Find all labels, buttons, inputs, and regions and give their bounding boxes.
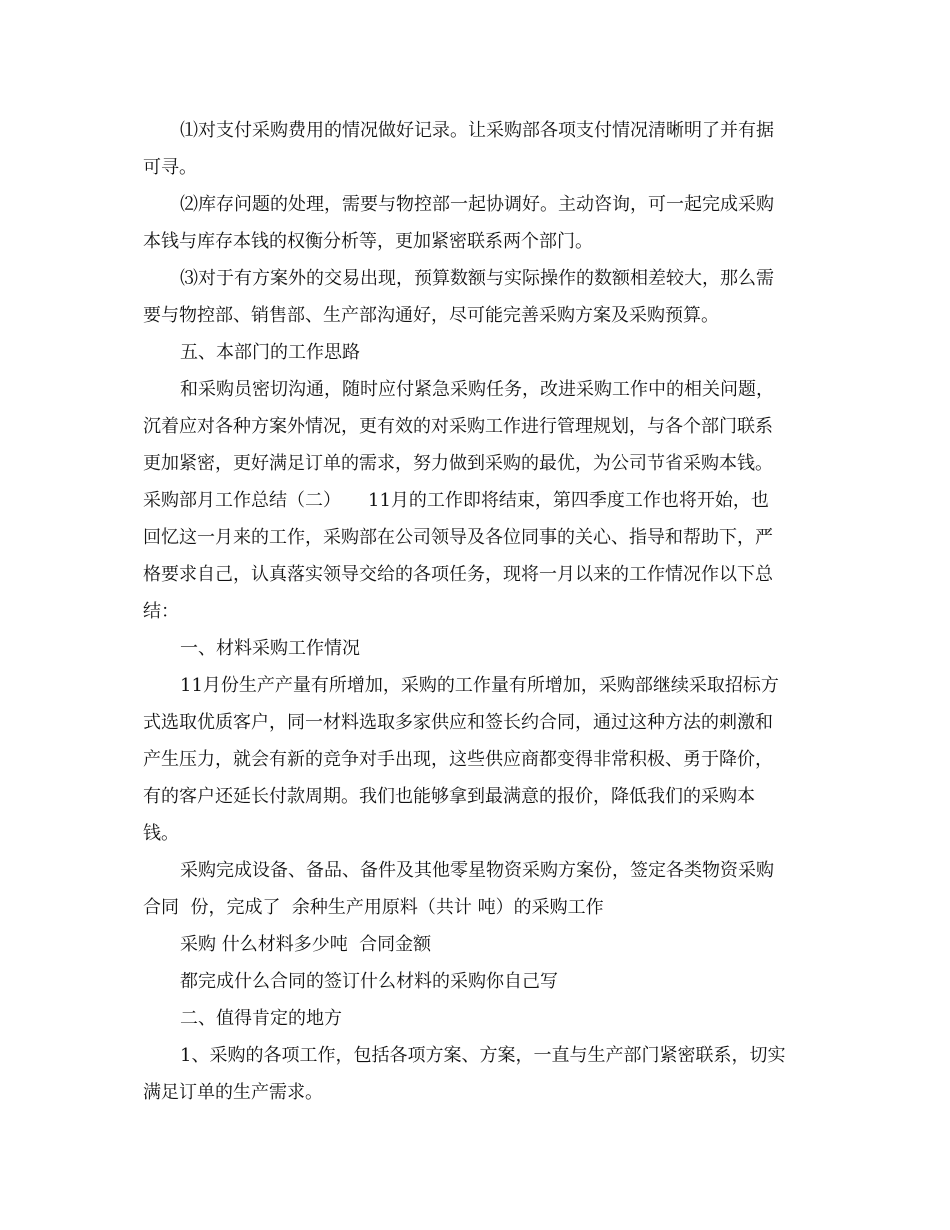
paragraph-4-line-2: 沉着应对各种方案外情况，更有效的对采购工作进行管理规划，与各个部门联系 <box>143 416 773 437</box>
paragraph-2-line-2: 本钱与库存本钱的权衡分析等，更加紧密联系两个部门。 <box>143 231 593 252</box>
note-line-2: 都完成什么合同的签订什么材料的采购你自己写 <box>180 971 558 992</box>
paragraph-7-line-2: 合同 份，完成了 余种生产用原料（共计 吨）的采购工作 <box>143 897 604 918</box>
paragraph-5-line-4: 结： <box>143 601 179 622</box>
paragraph-6-line-2: 式选取优质客户，同一材料选取多家供应和签长约合同，通过这种方法的刺激和 <box>143 712 773 733</box>
section-heading-material-procurement: 一、材料采购工作情况 <box>180 638 360 659</box>
paragraph-8-line-2: 满足订单的生产需求。 <box>143 1082 323 1103</box>
paragraph-4-line-3: 更加紧密，更好满足订单的需求，努力做到采购的最优，为公司节省采购本钱。 <box>143 453 773 474</box>
paragraph-2-line-1: ⑵库存问题的处理，需要与物控部一起协调好。主动咨询，可一起完成采购 <box>180 194 774 215</box>
section-heading-achievements: 二、值得肯定的地方 <box>180 1008 342 1029</box>
paragraph-5-line-1: 采购部月工作总结（二） 11月的工作即将结束，第四季度工作也将开始，也 <box>143 490 769 511</box>
paragraph-6-line-3: 产生压力，就会有新的竞争对手出现，这些供应商都变得非常积极、勇于降价， <box>143 749 773 770</box>
paragraph-3-line-2: 要与物控部、销售部、生产部沟通好，尽可能完善采购方案及采购预算。 <box>143 305 719 326</box>
paragraph-4-line-1: 和采购员密切沟通，随时应付紧急采购任务，改进采购工作中的相关问题， <box>180 379 774 400</box>
paragraph-3-line-1: ⑶对于有方案外的交易出现，预算数额与实际操作的数额相差较大，那么需 <box>180 268 774 289</box>
paragraph-1-line-2: 可寻。 <box>143 157 197 178</box>
section-heading-work-ideas: 五、本部门的工作思路 <box>180 342 360 363</box>
paragraph-1-line-1: ⑴对支付采购费用的情况做好记录。让采购部各项支付情况清晰明了并有据 <box>180 120 774 141</box>
note-line-1: 采购 什么材料多少吨 合同金额 <box>180 934 432 955</box>
paragraph-5-line-3: 格要求自己，认真落实领导交给的各项任务，现将一月以来的工作情况作以下总 <box>143 564 773 585</box>
paragraph-6-line-5: 钱。 <box>143 823 179 844</box>
paragraph-6-line-4: 有的客户还延长付款周期。我们也能够拿到最满意的报价，降低我们的采购本 <box>143 786 755 807</box>
paragraph-8-line-1: 1、采购的各项工作，包括各项方案、方案，一直与生产部门紧密联系，切实 <box>180 1045 786 1066</box>
paragraph-5-line-2: 回忆这一月来的工作，采购部在公司领导及各位同事的关心、指导和帮助下，严 <box>143 527 773 548</box>
paragraph-6-line-1: 11月份生产产量有所增加，采购的工作量有所增加，采购部继续采取招标方 <box>180 675 779 696</box>
paragraph-7-line-1: 采购完成设备、备品、备件及其他零星物资采购方案份，签定各类物资采购 <box>180 860 774 881</box>
